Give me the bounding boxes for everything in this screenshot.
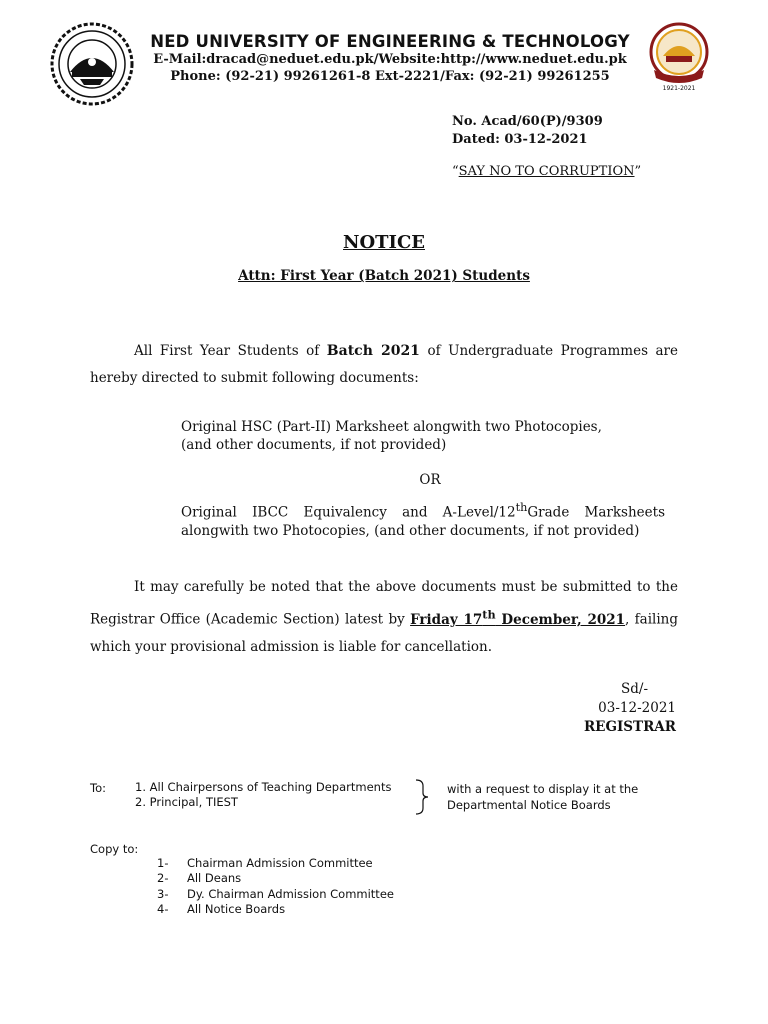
- centenary-year-label: 1921-2021: [662, 85, 696, 92]
- signature-sd: Sd/-: [621, 681, 648, 697]
- signature-block: [584, 680, 676, 737]
- copy-item-number: 4-: [157, 901, 169, 916]
- list-item: [157, 856, 394, 871]
- slogan-text: SAY NO TO CORRUPTION: [458, 164, 635, 179]
- letterhead: [140, 32, 640, 85]
- signature-date: 03-12-2021: [598, 700, 676, 716]
- paragraph-directive: [90, 338, 678, 392]
- slogan-close-quote: ”: [634, 164, 642, 179]
- copy-to-label: Copy to:: [90, 842, 139, 856]
- paragraph-deadline: [90, 574, 678, 661]
- copy-item-text: All Notice Boards: [187, 901, 286, 916]
- phone-fax-line: Phone: (92-21) 99261261-8 Ext-2221/Fax: (92-21) 99261255: [170, 69, 610, 84]
- para2-text-end: , failing which your provisional admission is liable for cancellation.: [90, 611, 678, 655]
- reference-block: [452, 113, 603, 149]
- para2-text-start: It may carefully be noted that the above documents must be submitted to the Registrar Office (Academic Section) latest by: [90, 579, 678, 628]
- para1-text-start: All First Year Students of: [134, 343, 327, 359]
- ned-university-seal-icon: [50, 22, 134, 106]
- doc1-line-1: Original HSC (Part-II) Marksheet alongwith two Photocopies,: [181, 419, 602, 435]
- to-label: To:: [90, 781, 106, 795]
- list-item: [157, 887, 394, 902]
- email-website-line: E-Mail:dracad@neduet.edu.pk/Website:http://www.neduet.edu.pk: [153, 52, 627, 67]
- copy-item-text: Dy. Chairman Admission Committee: [187, 886, 394, 901]
- reference-date: Dated: 03-12-2021: [452, 132, 588, 147]
- deadline-day: Friday 17: [410, 611, 483, 628]
- doc2-text-start: Original IBCC Equivalency and A-Level/12: [181, 504, 516, 521]
- or-separator: OR: [419, 472, 441, 488]
- copy-item-text: All Deans: [187, 871, 242, 886]
- deadline-month-year: December, 2021: [495, 611, 626, 628]
- request-line-1: with a request to display it at the: [447, 782, 639, 796]
- display-request: [447, 781, 638, 813]
- reference-number: No. Acad/60(P)/9309: [452, 114, 603, 129]
- right-brace-icon: [414, 779, 430, 815]
- to-item: 2. Principal, TIEST: [135, 795, 238, 809]
- to-list: [135, 780, 391, 810]
- doc2-text-end: Grade Marksheets alongwith two Photocopies, (and other documents, if not provided): [181, 504, 665, 539]
- document-option-ibcc: [181, 499, 665, 540]
- copy-item-number: 3-: [157, 886, 169, 901]
- doc2-superscript: th: [515, 501, 528, 514]
- para1-batch: Batch 2021: [326, 343, 420, 359]
- deadline-superscript: th: [482, 607, 496, 621]
- copy-item-number: 1-: [157, 856, 169, 870]
- attention-line: Attn: First Year (Batch 2021) Students: [238, 268, 530, 284]
- university-name: NED UNIVERSITY OF ENGINEERING & TECHNOLOGY: [150, 32, 630, 51]
- document-option-hsc: [181, 418, 665, 454]
- deadline-date: [410, 607, 626, 628]
- slogan-open-quote: “: [452, 164, 459, 179]
- copy-item-text: Chairman Admission Committee: [187, 856, 373, 870]
- copy-item-number: 2-: [157, 871, 169, 886]
- to-item: 1. All Chairpersons of Teaching Departments: [135, 780, 392, 794]
- notice-title: NOTICE: [343, 232, 425, 253]
- copy-to-list: [157, 856, 394, 917]
- list-item: [157, 902, 394, 917]
- doc1-line-2: (and other documents, if not provided): [181, 437, 447, 453]
- signature-title: REGISTRAR: [583, 719, 676, 735]
- anti-corruption-slogan: [452, 164, 641, 179]
- request-line-2: Departmental Notice Boards: [447, 798, 611, 812]
- centenary-seal-icon: [648, 22, 710, 92]
- para1-text-end: of Undergraduate Programmes are hereby directed to submit following documents:: [90, 343, 678, 386]
- list-item: [157, 871, 394, 886]
